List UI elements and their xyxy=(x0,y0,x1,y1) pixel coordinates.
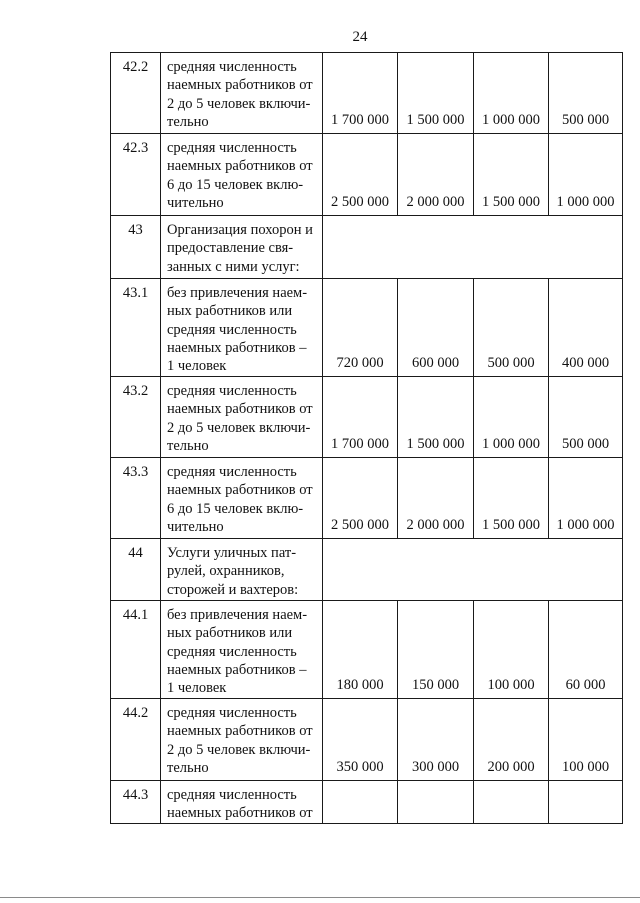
description-cell: средняя численность наемных работников от xyxy=(161,781,323,824)
section-heading-cell: Услуги уличных пат- рулей, охранников, сторожей и вахтеров: xyxy=(161,539,323,601)
value-cell-empty xyxy=(398,781,474,824)
value-cell: 500 000 xyxy=(474,279,549,377)
row-number-cell: 43.3 xyxy=(111,458,161,539)
value-cell: 100 000 xyxy=(549,699,623,781)
table-row xyxy=(111,134,623,216)
value-cell: 200 000 xyxy=(474,699,549,781)
table-row xyxy=(111,699,623,781)
value-cell: 300 000 xyxy=(398,699,474,781)
table-row xyxy=(111,53,623,134)
value-cell: 1 000 000 xyxy=(549,134,623,216)
value-cell: 500 000 xyxy=(549,53,623,134)
value-cell: 1 500 000 xyxy=(474,458,549,539)
value-cell: 150 000 xyxy=(398,601,474,699)
value-cell-empty xyxy=(474,781,549,824)
row-number-cell: 42.2 xyxy=(111,53,161,134)
value-cell: 2 000 000 xyxy=(398,458,474,539)
description-cell: средняя численность наемных работников от 6 до 15 человек вклю- чительно xyxy=(161,134,323,216)
value-cell: 500 000 xyxy=(549,377,623,458)
table-row-section xyxy=(111,216,623,279)
row-number-cell: 43 xyxy=(111,216,161,279)
row-number-cell: 44 xyxy=(111,539,161,601)
row-number-cell: 44.3 xyxy=(111,781,161,824)
value-cell: 1 500 000 xyxy=(474,134,549,216)
scan-edge-line xyxy=(0,897,640,898)
value-cell: 1 000 000 xyxy=(474,53,549,134)
table-row xyxy=(111,601,623,699)
table-row xyxy=(111,458,623,539)
description-cell: средняя численность наемных работников от 2 до 5 человек включи- тельно xyxy=(161,377,323,458)
row-number-cell: 43.1 xyxy=(111,279,161,377)
value-cell: 1 500 000 xyxy=(398,53,474,134)
value-cell: 180 000 xyxy=(323,601,398,699)
merged-empty-cell xyxy=(323,216,623,279)
value-cell-empty xyxy=(323,781,398,824)
tariff-table xyxy=(110,52,623,824)
description-cell: средняя численность наемных работников от 2 до 5 человек включи- тельно xyxy=(161,53,323,134)
row-number-cell: 43.2 xyxy=(111,377,161,458)
value-cell: 60 000 xyxy=(549,601,623,699)
value-cell: 350 000 xyxy=(323,699,398,781)
description-cell: без привлечения наем- ных работников или средняя численность наемных работников – 1 человек xyxy=(161,279,323,377)
value-cell: 2 000 000 xyxy=(398,134,474,216)
value-cell: 1 000 000 xyxy=(474,377,549,458)
value-cell: 1 000 000 xyxy=(549,458,623,539)
value-cell: 100 000 xyxy=(474,601,549,699)
value-cell: 1 500 000 xyxy=(398,377,474,458)
value-cell: 400 000 xyxy=(549,279,623,377)
table-row xyxy=(111,781,623,824)
table-row xyxy=(111,279,623,377)
value-cell: 1 700 000 xyxy=(323,53,398,134)
description-cell: средняя численность наемных работников от 6 до 15 человек вклю- чительно xyxy=(161,458,323,539)
description-cell: средняя численность наемных работников от 2 до 5 человек включи- тельно xyxy=(161,699,323,781)
page-number: 24 xyxy=(352,29,368,45)
value-cell: 1 700 000 xyxy=(323,377,398,458)
value-cell-empty xyxy=(549,781,623,824)
value-cell: 600 000 xyxy=(398,279,474,377)
table-row-section xyxy=(111,539,623,601)
section-heading-cell: Организация похорон и предоставление свя- занных с ними услуг: xyxy=(161,216,323,279)
description-cell: без привлечения наем- ных работников или средняя численность наемных работников – 1 человек xyxy=(161,601,323,699)
table-row xyxy=(111,377,623,458)
row-number-cell: 44.1 xyxy=(111,601,161,699)
row-number-cell: 42.3 xyxy=(111,134,161,216)
value-cell: 2 500 000 xyxy=(323,134,398,216)
value-cell: 720 000 xyxy=(323,279,398,377)
row-number-cell: 44.2 xyxy=(111,699,161,781)
merged-empty-cell xyxy=(323,539,623,601)
value-cell: 2 500 000 xyxy=(323,458,398,539)
